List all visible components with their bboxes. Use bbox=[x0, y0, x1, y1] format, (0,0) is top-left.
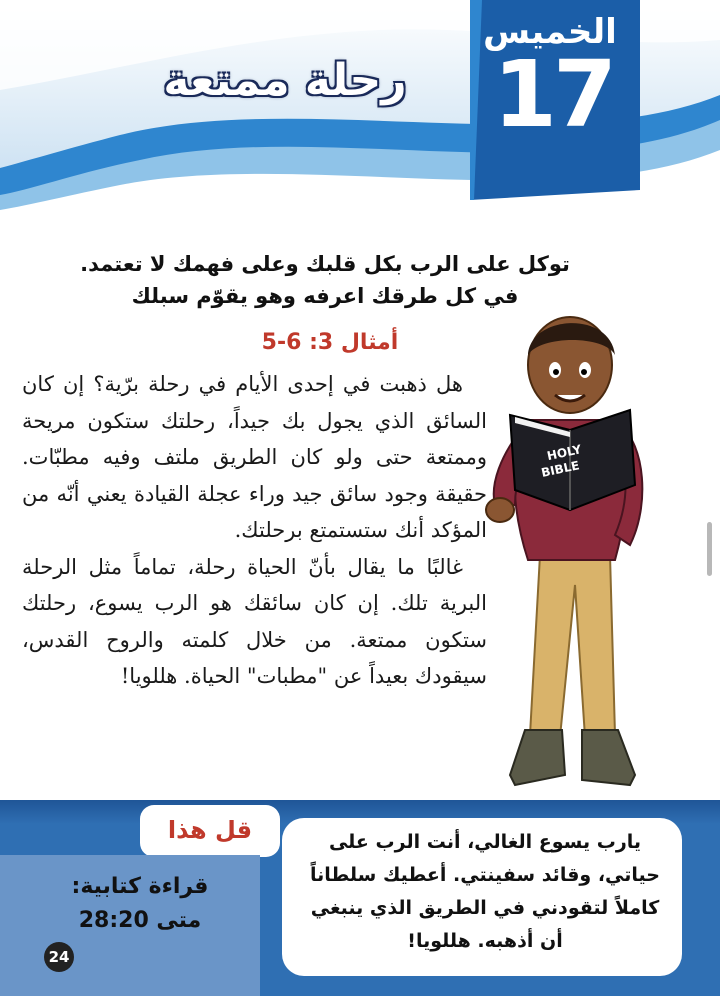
verse-reference: أمثال 3: 6-5 bbox=[261, 330, 399, 355]
page-title: رحلة ممتعة bbox=[163, 55, 407, 106]
prayer-text: يارب يسوع الغالي، أنت الرب على حياتي، وقائد سفينتي. أعطيك سلطاناً كاملاً لتقودني في الطريق الذي ينبغي أن أذهبه. هللويا! bbox=[310, 831, 660, 952]
verse-line-1: توكل على الرب بكل قلبك وعلى فهمك لا تعتمد. bbox=[80, 252, 570, 276]
reading-label: قراءة كتابية: bbox=[71, 874, 209, 899]
book-text-bible: BIBLE bbox=[539, 458, 581, 480]
page-number: 24 bbox=[44, 942, 74, 972]
say-this-label: قل هذا bbox=[140, 805, 280, 857]
scrollbar[interactable] bbox=[707, 522, 712, 576]
scripture-reading bbox=[40, 870, 240, 938]
day-number: 17 bbox=[492, 41, 614, 148]
day-label: الخميس bbox=[483, 12, 617, 52]
verse-block bbox=[80, 248, 570, 312]
paragraph-2: غالبًا ما يقال بأنّ الحياة رحلة، تماماً مثل الرحلة البرية تلك. إن كان سائقك هو الرب يسوع، رحلتك ستكون ممتعة. من خلال كلمته والروح القدس، سيقودك بعيداً عن "مطبات" الحياة. هللويا! bbox=[22, 554, 487, 688]
book-text-holy: HOLY bbox=[545, 442, 583, 464]
boy-reading-bible-illustration bbox=[470, 305, 670, 795]
body-text bbox=[22, 366, 487, 695]
reading-reference: متى 28:20 bbox=[78, 908, 202, 933]
paragraph-1: هل ذهبت في إحدى الأيام في رحلة برّية؟ إن كان السائق الذي يجول بك جيداً، رحلتك ستكون مريحة وممتعة حتى ولو كان الطريق ملتف وفيه مطبّات. حقيقة وجود سائق جيد وراء عجلة القيادة يعني أنّه من المؤكد أنك ستستمتع برحلتك. bbox=[22, 372, 487, 542]
verse-line-2: في كل طرقك اعرفه وهو يقوّم سبلك bbox=[131, 284, 519, 308]
